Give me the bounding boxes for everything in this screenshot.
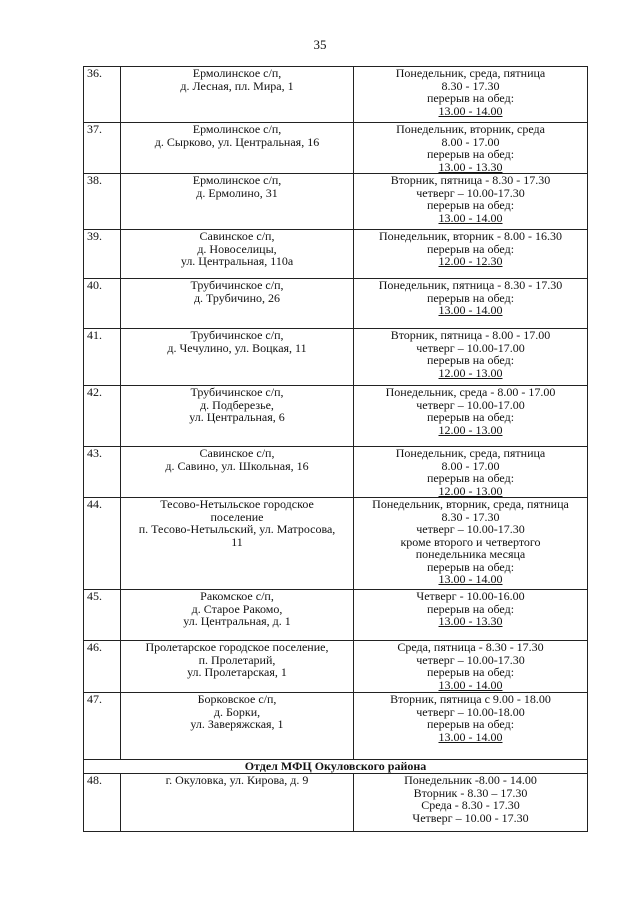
address-cell [121, 230, 354, 279]
row-number-cell [84, 590, 121, 641]
row-number-cell [84, 641, 121, 693]
address-line: д. Ермолино, 31 [196, 185, 278, 200]
row-number-cell [84, 230, 121, 279]
hours-line: перерыв на обед: [426, 559, 515, 574]
address-line: Трубичинское с/п, [190, 328, 284, 342]
address-line: Ермолинское с/п, [192, 173, 282, 187]
address-line: д. Старое Ракомо, [191, 601, 283, 616]
hours-cell [354, 447, 588, 498]
hours-line: Понедельник, пятница - 8.30 - 17.30 [378, 278, 563, 292]
hours-line: 13.00 - 13.30 [438, 159, 503, 174]
hours-line: Понедельник, среда - 8.00 - 17.00 [385, 385, 556, 399]
hours-line: 8.00 - 17.00 [441, 134, 500, 149]
hours-cell [354, 230, 588, 279]
address-line: п. Пролетарий, [198, 652, 276, 667]
address-line: д. Новоселицы, [197, 241, 277, 256]
row-number: 42. [87, 385, 102, 399]
row-number-cell [84, 693, 121, 760]
address-cell [121, 774, 354, 832]
row-number: 47. [87, 692, 102, 706]
hours-line: 12.00 - 13.00 [438, 483, 503, 498]
section-header-row [84, 760, 588, 774]
hours-line: четверг – 10.00-18.00 [416, 704, 525, 719]
row-number: 41. [87, 328, 102, 342]
hours-line: Вторник, пятница - 8.00 - 17.00 [390, 328, 551, 342]
address-cell [121, 329, 354, 386]
table-row [84, 774, 588, 832]
address-line: Савинское с/п, [199, 229, 275, 243]
address-line: Ракомское с/п, [200, 589, 274, 603]
row-number: 37. [87, 122, 102, 136]
hours-line: четверг – 10.00-17.30 [416, 652, 525, 667]
address-line: д. Трубичино, 26 [193, 290, 281, 305]
hours-line: перерыв на обед: [426, 717, 515, 731]
hours-line: перерыв на обед: [426, 91, 515, 105]
row-number-cell [84, 447, 121, 498]
table-row [84, 498, 588, 590]
address-line: ул. Заверяжская, 1 [190, 717, 284, 731]
hours-cell [354, 590, 588, 641]
hours-line: четверг – 10.00-17.00 [416, 340, 525, 355]
hours-line: перерыв на обед: [426, 241, 515, 256]
hours-cell [354, 386, 588, 447]
row-number: 48. [87, 773, 102, 787]
row-number: 43. [87, 446, 102, 460]
address-line: д. Лесная, пл. Мира, 1 [180, 78, 294, 93]
hours-cell [354, 123, 588, 174]
row-number-cell [84, 329, 121, 386]
hours-line: 12.00 - 13.00 [438, 422, 503, 437]
address-line: Трубичинское с/п, [190, 278, 284, 292]
hours-line: 13.00 - 14.00 [438, 572, 503, 586]
hours-line: 13.00 - 14.00 [438, 103, 503, 118]
row-number-cell [84, 174, 121, 230]
hours-line: 12.00 - 12.30 [438, 254, 503, 268]
hours-line: Понедельник, вторник - 8.00 - 16.30 [379, 229, 562, 243]
hours-line: 8.30 - 17.30 [441, 509, 500, 524]
hours-line: Понедельник, вторник, среда [396, 122, 545, 136]
page-number: 35 [313, 37, 327, 52]
hours-line: 13.00 - 14.00 [438, 210, 503, 225]
row-number: 45. [87, 589, 102, 603]
address-line: 11 [231, 534, 243, 549]
hours-line: перерыв на обед: [426, 290, 515, 305]
address-line: д. Сырково, ул. Центральная, 16 [154, 134, 320, 149]
hours-line: кроме второго и четвертого [400, 534, 541, 549]
address-line: Пролетарское городское поселение, [145, 640, 329, 654]
address-line: ул. Центральная, 110а [180, 254, 294, 268]
hours-line: понедельника месяца [415, 547, 526, 561]
address-line: п. Тесово-Нетыльский, ул. Матросова, [138, 522, 336, 536]
address-line: Ермолинское с/п, [192, 122, 282, 136]
address-line: ул. Центральная, д. 1 [183, 614, 291, 628]
address-cell [121, 641, 354, 693]
address-cell [121, 590, 354, 641]
hours-cell [354, 641, 588, 693]
hours-line: 8.30 - 17.30 [441, 78, 500, 93]
schedule-table [83, 66, 588, 832]
schedule-table-body [84, 67, 588, 832]
row-number-cell [84, 123, 121, 174]
address-cell [121, 174, 354, 230]
row-number: 46. [87, 640, 102, 654]
table-row [84, 590, 588, 641]
hours-cell [354, 498, 588, 590]
hours-line: перерыв на обед: [426, 147, 515, 161]
hours-line: перерыв на обед: [426, 353, 515, 367]
table-row [84, 386, 588, 447]
hours-line: перерыв на обед: [426, 601, 515, 616]
row-number-cell [84, 279, 121, 329]
hours-line: перерыв на обед: [426, 198, 515, 212]
hours-cell [354, 279, 588, 329]
row-number: 39. [87, 229, 102, 243]
address-line: д. Борки, [213, 704, 261, 719]
section-title-cell [84, 760, 588, 774]
address-cell [121, 67, 354, 123]
row-number-cell [84, 386, 121, 447]
hours-line: перерыв на обед: [426, 665, 515, 679]
address-cell [121, 123, 354, 174]
hours-line: четверг – 10.00-17.00 [416, 397, 525, 412]
table-row [84, 174, 588, 230]
address-line: Ермолинское с/п, [192, 66, 282, 80]
row-number-cell [84, 774, 121, 832]
hours-line: перерыв на обед: [426, 410, 515, 424]
hours-line: Вторник, пятница - 8.30 - 17.30 [390, 173, 551, 187]
hours-cell [354, 693, 588, 760]
row-number: 40. [87, 278, 102, 292]
address-cell [121, 498, 354, 590]
row-number: 38. [87, 173, 102, 187]
row-number-cell [84, 498, 121, 590]
hours-line: Среда - 8.30 - 17.30 [421, 798, 520, 812]
hours-line: Понедельник, среда, пятница [395, 446, 546, 460]
hours-cell [354, 774, 588, 832]
address-line: Тесово-Нетыльское городское [160, 497, 314, 511]
hours-line: перерыв на обед: [426, 471, 515, 485]
hours-line: Вторник, пятница с 9.00 - 18.00 [390, 692, 551, 706]
hours-cell [354, 329, 588, 386]
hours-line: 13.00 - 14.00 [438, 729, 503, 744]
hours-line: Четверг - 10.00-16.00 [416, 589, 525, 603]
hours-line: Вторник - 8.30 – 17.30 [413, 785, 528, 800]
hours-line: Понедельник -8.00 - 14.00 [404, 773, 537, 787]
table-row [84, 230, 588, 279]
row-number-cell [84, 67, 121, 123]
table-row [84, 279, 588, 329]
table-row [84, 447, 588, 498]
address-cell [121, 279, 354, 329]
hours-line: четверг – 10.00-17.30 [416, 522, 525, 536]
table-row [84, 67, 588, 123]
hours-line: Среда, пятница - 8.30 - 17.30 [397, 640, 544, 654]
table-row [84, 329, 588, 386]
hours-line: Четверг – 10.00 - 17.30 [412, 810, 529, 825]
address-cell [121, 386, 354, 447]
table-row [84, 123, 588, 174]
address-line: г. Окуловка, ул. Кирова, д. 9 [165, 773, 309, 787]
table-row [84, 641, 588, 693]
hours-line: 13.00 - 14.00 [438, 677, 503, 692]
address-line: поселение [210, 509, 264, 524]
section-title: Отдел МФЦ Окуловского района [244, 759, 427, 773]
address-line: д. Подберезье, [200, 397, 274, 412]
hours-line: Понедельник, среда, пятница [395, 66, 546, 80]
address-line: д. Чечулино, ул. Воцкая, 11 [167, 340, 307, 355]
hours-line: 13.00 - 14.00 [438, 303, 503, 317]
hours-line: 12.00 - 13.00 [438, 365, 503, 380]
address-line: Борковское с/п, [197, 692, 277, 706]
hours-cell [354, 67, 588, 123]
hours-cell [354, 174, 588, 230]
address-line: Савинское с/п, [199, 446, 275, 460]
hours-line: 13.00 - 13.30 [438, 614, 503, 628]
row-number: 36. [87, 66, 102, 80]
address-line: Трубичинское с/п, [190, 385, 284, 399]
row-number: 44. [87, 497, 102, 511]
hours-line: Понедельник, вторник, среда, пятница [372, 497, 569, 511]
table-row [84, 693, 588, 760]
address-line: ул. Центральная, 6 [189, 410, 285, 424]
hours-line: 8.00 - 17.00 [441, 458, 500, 473]
hours-line: четверг – 10.00-17.30 [416, 185, 525, 200]
address-line: ул. Пролетарская, 1 [187, 665, 287, 679]
address-cell [121, 693, 354, 760]
address-line: д. Савино, ул. Школьная, 16 [165, 458, 309, 473]
address-cell [121, 447, 354, 498]
